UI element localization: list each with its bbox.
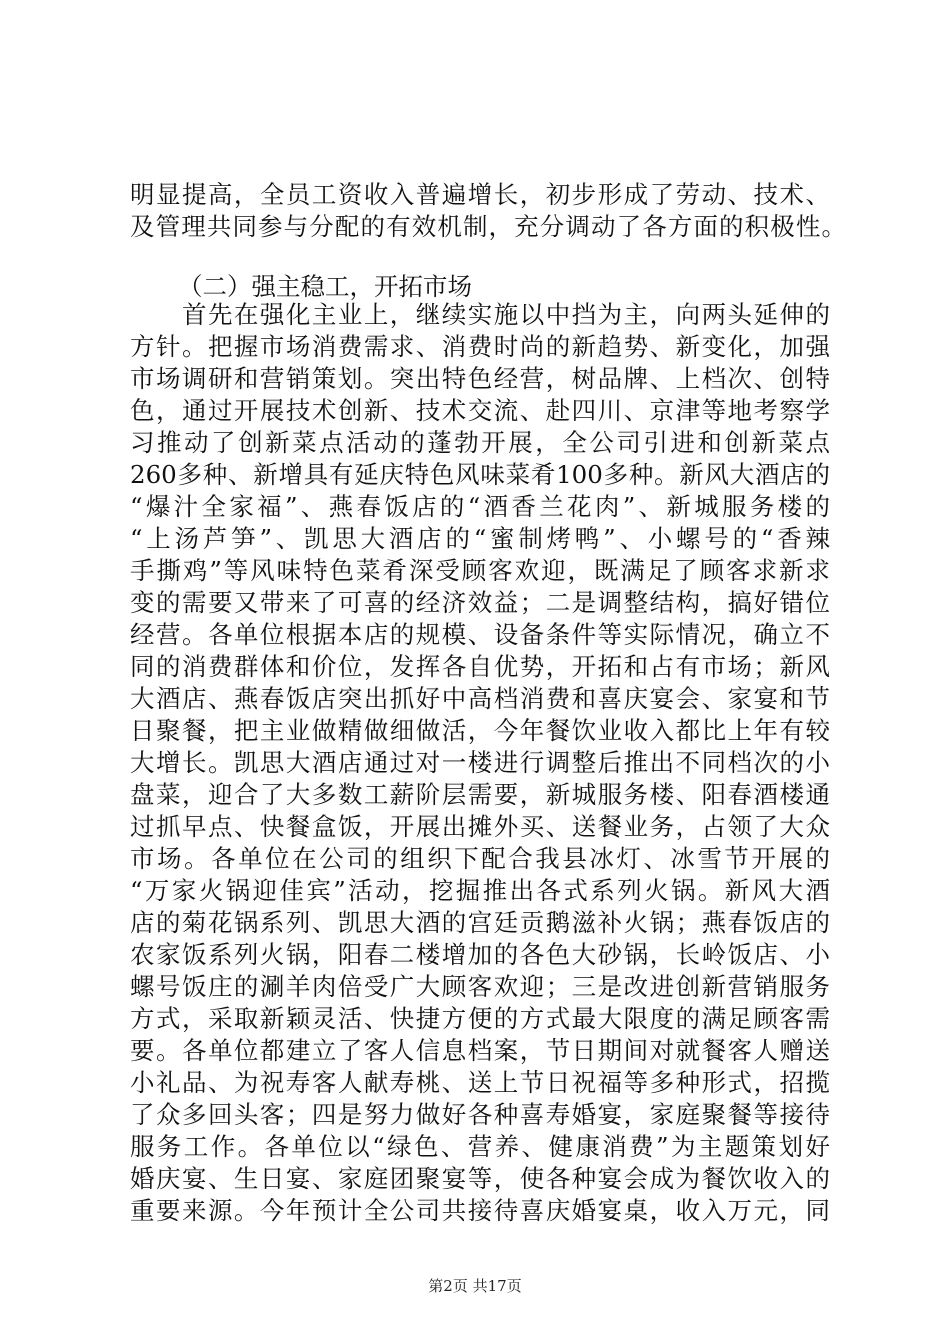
paragraph-line: 过抓早点、快餐盒饭，开展出摊外买、送餐业务，占领了大众 <box>130 812 830 841</box>
paragraph-line: 260多种、新增具有延庆特色风味菜肴100多种。新风大酒店的 <box>130 460 830 489</box>
paragraph-line: 变的需要又带来了可喜的经济效益；二是调整结构，搞好错位 <box>130 588 830 617</box>
paragraph-line: 小礼品、为祝寿客人献寿桃、送上节日祝福等多种形式，招揽 <box>130 1068 830 1097</box>
paragraph-line: 店的菊花锅系列、凯思大酒的宫廷贡鹅滋补火锅；燕春饭店的 <box>130 908 830 937</box>
paragraph-line: 日聚餐，把主业做精做细做活，今年餐饮业收入都比上年有较 <box>130 716 830 745</box>
paragraph-line: 方针。把握市场消费需求、消费时尚的新趋势、新变化，加强 <box>130 332 830 361</box>
paragraph-line: 习推动了创新菜点活动的蓬勃开展，全公司引进和创新菜点 <box>130 428 830 457</box>
paragraph-line: 大增长。凯思大酒店通过对一楼进行调整后推出不同档次的小 <box>130 748 830 777</box>
paragraph-line: “爆汁全家福”、燕春饭店的“酒香兰花肉”、新城服务楼的 <box>130 492 830 521</box>
paragraph-line: “上汤芦笋”、凯思大酒店的“蜜制烤鸭”、小螺号的“香辣 <box>130 524 830 553</box>
paragraph-line: 及管理共同参与分配的有效机制，充分调动了各方面的积极性。 <box>130 212 846 241</box>
paragraph-line: 大酒店、燕春饭店突出抓好中高档消费和喜庆宴会、家宴和节 <box>130 684 830 713</box>
paragraph-line: 了众多回头客；四是努力做好各种喜寿婚宴，家庭聚餐等接待 <box>130 1100 830 1129</box>
paragraph-line: 重要来源。今年预计全公司共接待喜庆婚宴桌，收入万元，同 <box>130 1196 830 1225</box>
paragraph-line: 同的消费群体和价位，发挥各自优势，开拓和占有市场；新风 <box>130 652 830 681</box>
paragraph-line: 明显提高，全员工资收入普遍增长，初步形成了劳动、技术、 <box>130 180 830 209</box>
page-number-footer: 第2页 共17页 <box>428 1277 522 1295</box>
paragraph-line: 经营。各单位根据本店的规模、设备条件等实际情况，确立不 <box>130 620 830 649</box>
paragraph-line: 农家饭系列火锅，阳春二楼增加的各色大砂锅，长岭饭店、小 <box>130 940 830 969</box>
paragraph-line: 手撕鸡”等风味特色菜肴深受顾客欢迎，既满足了顾客求新求 <box>130 556 830 585</box>
paragraph-line: 市场调研和营销策划。突出特色经营，树品牌、上档次、创特 <box>130 364 830 393</box>
paragraph-line: 要。各单位都建立了客人信息档案，节日期间对就餐客人赠送 <box>130 1036 830 1065</box>
paragraph-line: 盘菜，迎合了大多数工薪阶层需要，新城服务楼、阳春酒楼通 <box>130 780 830 809</box>
section-heading: （二）强主稳工，开拓市场 <box>178 272 472 301</box>
paragraph-line: 方式，采取新颖灵活、快捷方便的方式最大限度的满足顾客需 <box>130 1004 830 1033</box>
paragraph-line: 婚庆宴、生日宴、家庭团聚宴等，使各种宴会成为餐饮收入的 <box>130 1164 830 1193</box>
paragraph-line: 市场。各单位在公司的组织下配合我县冰灯、冰雪节开展的 <box>130 844 830 873</box>
paragraph-line: “万家火锅迎佳宾”活动，挖掘推出各式系列火锅。新风大酒 <box>130 876 830 905</box>
paragraph-line: 色，通过开展技术创新、技术交流、赴四川、京津等地考察学 <box>130 396 830 425</box>
paragraph-line: 服务工作。各单位以“绿色、营养、健康消费”为主题策划好 <box>130 1132 830 1161</box>
paragraph-line: 螺号饭庄的涮羊肉倍受广大顾客欢迎；三是改进创新营销服务 <box>130 972 830 1001</box>
paragraph-line: 首先在强化主业上，继续实施以中挡为主，向两头延伸的 <box>130 300 830 329</box>
